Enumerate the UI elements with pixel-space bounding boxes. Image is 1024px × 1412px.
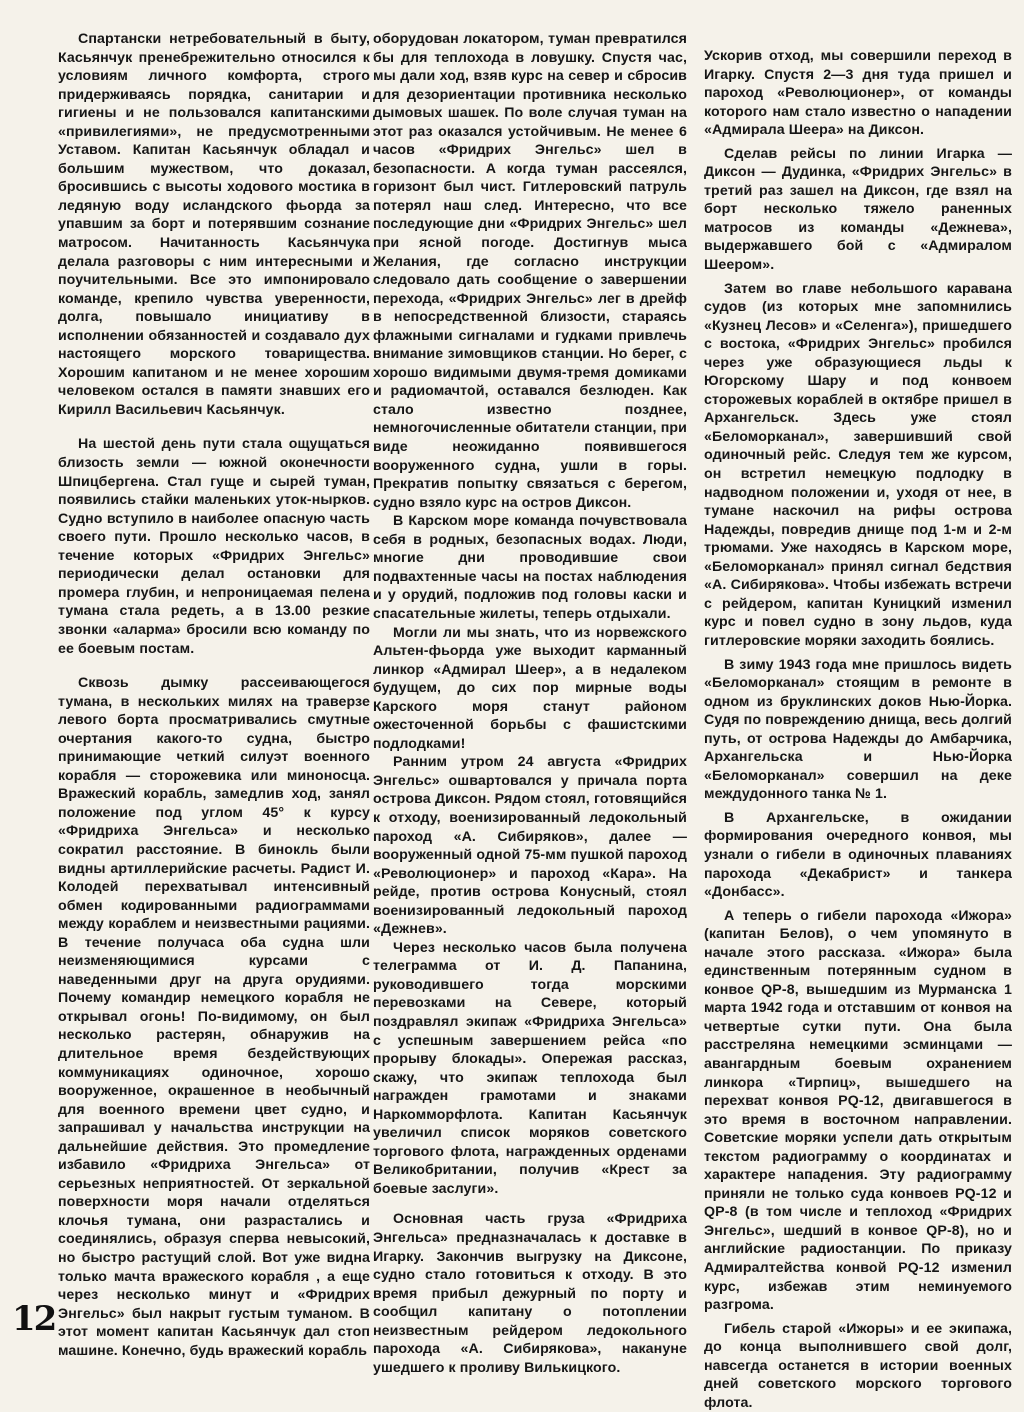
text-column-1 bbox=[58, 30, 370, 1360]
paragraph: В Архангельске, в ожидании формирования очередного конвоя, мы узнали о гибели в одиночных плаваниях парохода «Декабрист» и танкера «Донбасс». bbox=[704, 809, 1012, 901]
paragraph: Сквозь дымку рассеивающегося тумана, в нескольких милях на траверзе левого борта просматривались смутные очертания какого-то судна, быстро принимающие четкий силуэт военного корабля — сторожевика или миноносца. Вражеский корабль, замедлив ход, занял положение под углом 45° к курсу «Фридриха Энгельса» и несколько сократил расстояние. В бинокль были видны артиллерийские расчеты. Радист И. Колодей перехватывал интенсивный обмен кодированными радиограммами между кораблем и неизвестными рациями. В течение получаса оба судна шли неизменяющимися курсами с наведенными друг на друга орудиями. Почему командир немецкого корабля не открывал огонь! По-видимому, он был несколько растерян, обнаружив на длительное время бездействующих коммуникациях одиночное, хорошо вооруженное, окрашенное в необычный для военного времени цвет судно, и запрашивал у начальства инструкции на дальнейшие действия. Это промедление избавило «Фридриха Энгельса» от серьезных неприятностей. От зеркальной поверхности моря начали отделяться клочья тумана, они разрастались и соединялись, образуя сперва невысокий, но быстро растущий слой. Вот уже видна только мачта вражеского корабля , а еще через несколько минут и «Фридрих Энгельс» был накрыт густым туманом. В этот момент капитан Касьянчук дал стоп машине. Конечно, будь вражеский корабль bbox=[58, 675, 370, 1359]
text-column-3 bbox=[704, 47, 1012, 1412]
paragraph: А теперь о гибели парохода «Ижора» (капитан Белов), о чем упомянуто в начале этого рассказа. «Ижора» была единственным потерянным судном в конвое QP-8, вышедшим из Мурманска 1 марта 1942 года и отставшим от конвоя на четвертые сутки пути. Она была расстреляна немецкими эсминцами — авангардным боевым охранением линкора «Тирпиц», вышедшего на перехват конвоя PQ-12, двигавшегося в это время в восточном направлении. Советские моряки успели дать открытым текстом радиограмму о координатах и характере нападения. Эту радиограмму приняли не только суда конвоев PQ-12 и QP-8 (в том числе и теплоход «Фридрих Энгельс», шедший в конвое QP-8), но и английские радиостанции. По приказу Адмиралтейства конвой PQ-12 изменил курс, избежав этим неминуемого разгрома. bbox=[704, 907, 1012, 1314]
paragraph: Ранним утром 24 августа «Фридрих Энгельс» ошвартовался у причала порта острова Диксон. Рядом стоял, готовящийся к отходу, военизированный ледокольный пароход «А. Сибиряков», далее — вооруженный одной 75-мм пушкой пароход «Революционер» и пароход «Кара». На рейде, против острова Конусный, стоял военизированный ледокольный пароход «Дежнев». bbox=[373, 754, 687, 938]
text-column-2 bbox=[373, 30, 687, 1377]
paragraph: Могли ли мы знать, что из норвежского Альтен-фьорда уже выходит карманный линкор «Адмирал Шеер», а в недалеком будущем, до сих пор мирные воды Карского моря станут районом ожесточенной борьбы с фашистскими подлодками! bbox=[373, 624, 687, 752]
paragraph: Через несколько часов была получена телеграмма от И. Д. Папанина, руководившего тогда морскими перевозками на Севере, который поздравлял экипаж «Фридриха Энгельса» с успешным завершением рейса «по прорыву блокады». Опережая рассказ, скажу, что экипаж теплохода был награжден грамотами и знаками Наркомморфлота. Капитан Касьянчук увеличил список моряков советского торгового флота, награжденных орденами Великобритании, получив «Крест за боевые заслуги». bbox=[373, 939, 687, 1197]
paragraph: В зиму 1943 года мне пришлось видеть «Беломорканал» стоящим в ремонте в одном из бруклинских доков Нью-Йорка. Судя по повреждению днища, весь долгий путь, от острова Надежды до Амбарчика, Архангельска и Нью-Йорка «Беломорканал» совершил на деке междудонного танка № 1. bbox=[704, 656, 1012, 803]
paragraph: Спартански нетребовательный в быту, Касьянчук пренебрежительно относился к условиям личного комфорта, строго придерживаясь порядка, санитарии и гигиены и не пользовался капитанскими «привилегиями», не предусмотренными Уставом. Капитан Касьянчук обладал и большим мужеством, что доказал, бросившись с высоты ходового мостика в ледяную воду исландского фьорда за упавшим за борт и потерявшим сознание матросом. Начитанность Касьянчука делала разговоры с ним интересными и поучительными. Все это импонировало команде, крепило чувства уверенности, долга, повышало инициативу в исполнении обязанностей и создавало дух настоящего морского товарищества. Хорошим капитаном и не менее хорошим человеком остался в памяти знавших его Кирилл Васильевич Касьянчук. bbox=[58, 31, 370, 418]
page-number: 12 bbox=[12, 1299, 56, 1339]
paragraph: Затем во главе небольшого каравана судов (из которых мне запомнились «Кузнец Лесов» и «Селенга»), пришедшего с востока, «Фридрих Энгельс» пробился через уже образующиеся льды к Югорскому Шару и под конвоем сторожевых кораблей в октябре пришел в Архангельск. Здесь уже стоял «Беломорканал», завершивший свой одиночный рейс. Следуя тем же курсом, он встретил немецкую подлодку в надводном положении и, уходя от нее, в тумане наскочил на рифы острова Надежды, повредив днище под 1-м и 2-м трюмами. Уже находясь в Карском море, «Беломорканал» принял сигнал бедствия «А. Сибирякова». Чтобы избежать встречи с рейдером, капитан Куницкий изменил курс и повел судно в зону льдов, куда гитлеровские моряки заходить боялись. bbox=[704, 280, 1012, 649]
paragraph: В Карском море команда почувствовала себя в родных, безопасных водах. Люди, многие дни проводившие свои подвахтенные часы на постах наблюдения и у орудий, подложив под головы каски и спасательные жилеты, теперь отдыхали. bbox=[373, 513, 687, 622]
paragraph: оборудован локатором, туман превратился бы для теплохода в ловушку. Спустя час, мы дали ход, взяв курс на север и сбросив для дезориентации противника несколько дымовых шашек. По воле случая туман на этот раз оказался устойчивым. Не менее 6 часов «Фридрих Энгельс» шел в безопасности. А когда туман рассеялся, горизонт был чист. Гитлеровский патруль потерял наш след. Интересно, что все последующие дни «Фридрих Энгельс» шел при ясной погоде. Достигнув мыса Желания, где согласно инструкции следовало дать сообщение о завершении перехода, «Фридрих Энгельс» лег в дрейф в непосредственной близости, стараясь флажными сигналами и гудками привлечь внимание зимовщиков станции. Но берег, с хорошо видимыми двумя-тремя домиками и радиомачтой, оставался безлюден. Как стало известно позднее, немногочисленные обитатели станции, при виде неожиданно появившегося вооруженного судна, ушли в горы. Прекратив попытку связаться с берегом, судно взяло курс на остров Диксон. bbox=[373, 31, 687, 511]
paragraph: На шестой день пути стала ощущаться близость земли — южной оконечности Шпицбергена. Стал гуще и сырей туман, появились стайки маленьких уток-нырков. Судно вступило в наиболее опасную часть своего пути. Прошло несколько часов, в течение которых «Фридрих Энгельс» периодически делал остановки для промера глубин, и непроницаемая пелена тумана стала редеть, а в 13.00 резкие звонки «аларма» бросили всю команду по ее боевым постам. bbox=[58, 436, 370, 657]
paragraph: Сделав рейсы по линии Игарка — Диксон — Дудинка, «Фридрих Энгельс» в третий раз зашел на Диксон, где взял на борт несколько тяжело раненных матросов из команды «Дежнева», выдержавшего бой с «Адмиралом Шеером». bbox=[704, 145, 1012, 274]
paragraph: Гибель старой «Ижоры» и ее экипажа, до конца выполнившего свой долг, навсегда останется в истории военных дней советского морского торгового флота. bbox=[704, 1320, 1012, 1411]
paragraph: Ускорив отход, мы совершили переход в Игарку. Спустя 2—3 дня туда пришел и пароход «Революционер», от команды которого нам стало известно о нападении «Адмирала Шеера» на Диксон. bbox=[704, 48, 1012, 139]
paragraph: Основная часть груза «Фридриха Энгельса» предназначалась к доставке в Игарку. Закончив выгрузку на Диксоне, судно стало готовиться к отходу. В это время прибыл дежурный по порту и сообщил капитану о потоплении неизвестным рейдером ледокольного парохода «А. Сибирякова», накануне ушедшего к проливу Вилькицкого. bbox=[373, 1211, 687, 1376]
